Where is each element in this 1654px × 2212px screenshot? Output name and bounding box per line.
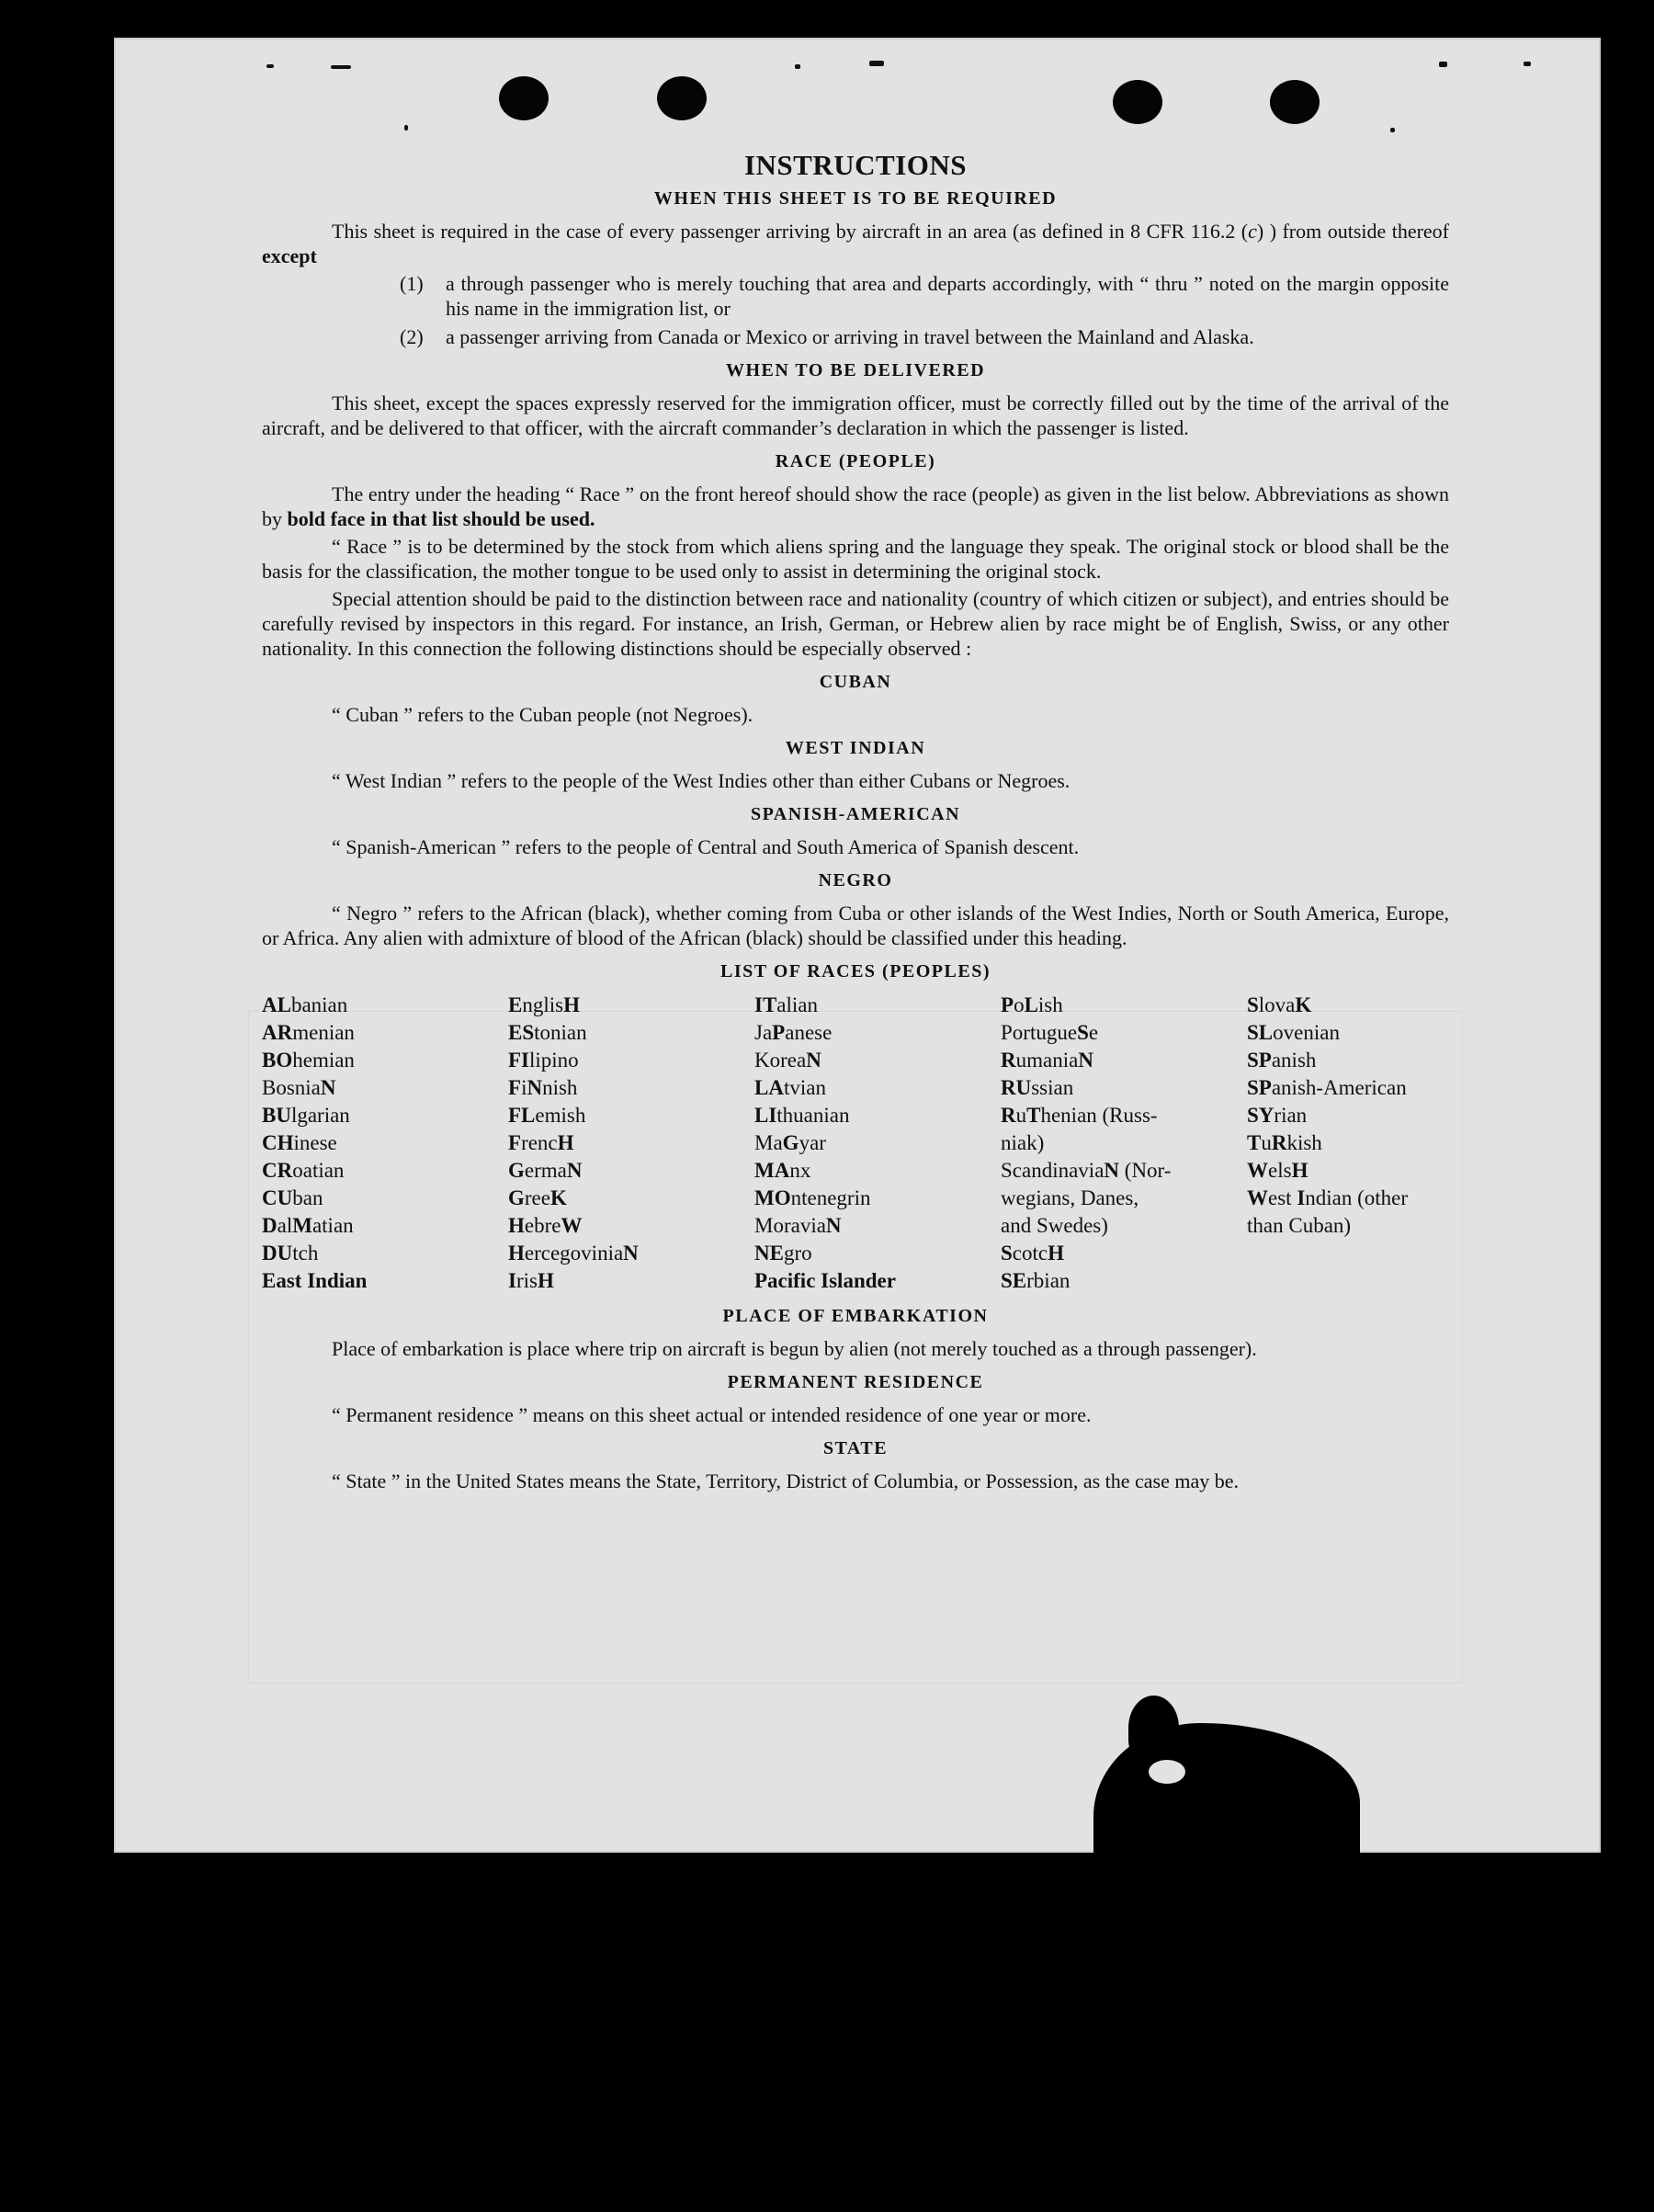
race-text: Portugue bbox=[1001, 1021, 1078, 1044]
race-text: Scandinavia bbox=[1001, 1159, 1105, 1182]
race-text: East Indian bbox=[262, 1269, 368, 1292]
race-text: ES bbox=[508, 1021, 535, 1044]
race-entry bbox=[1001, 1267, 1247, 1295]
race-text: T bbox=[1247, 1131, 1262, 1154]
race-text: tch bbox=[292, 1242, 319, 1265]
race-entry bbox=[262, 1074, 508, 1102]
race-text: emish bbox=[535, 1104, 586, 1127]
race-entry bbox=[1001, 1074, 1247, 1102]
race-text: rian bbox=[1274, 1104, 1308, 1127]
speck bbox=[869, 61, 884, 66]
race-text: ovenian bbox=[1273, 1021, 1340, 1044]
paragraph: “ West Indian ” refers to the people of the West Indies other than either Cubans or Negroes. bbox=[332, 769, 1071, 792]
race-text: Korea bbox=[754, 1049, 807, 1072]
race-entry bbox=[262, 1185, 508, 1212]
race-text: Moravia bbox=[754, 1214, 826, 1237]
speck bbox=[1524, 62, 1531, 66]
race-text: CH bbox=[262, 1131, 294, 1154]
race-entry bbox=[508, 1102, 754, 1129]
race-text: tvian bbox=[783, 1076, 826, 1099]
punch-hole bbox=[499, 76, 549, 120]
race-entry bbox=[1001, 1047, 1247, 1074]
race-text: RU bbox=[1001, 1076, 1032, 1099]
race-text: I bbox=[1297, 1186, 1306, 1209]
race-entry bbox=[262, 1047, 508, 1074]
race-text: AR bbox=[262, 1021, 293, 1044]
race-text: erma bbox=[524, 1159, 567, 1182]
race-text: cotc bbox=[1012, 1242, 1048, 1265]
race-text: BO bbox=[262, 1049, 293, 1072]
race-entry bbox=[262, 1267, 508, 1295]
race-text: BU bbox=[262, 1104, 291, 1127]
section-heading: PLACE OF EMBARKATION bbox=[722, 1306, 989, 1326]
race-text: est bbox=[1268, 1186, 1297, 1209]
race-text: els bbox=[1268, 1159, 1292, 1182]
race-text: S bbox=[1247, 993, 1259, 1016]
race-text: H bbox=[508, 1242, 525, 1265]
race-entry bbox=[262, 992, 508, 1019]
race-entry bbox=[1247, 1157, 1449, 1185]
race-text: Ja bbox=[754, 1021, 773, 1044]
race-entry bbox=[1001, 1240, 1247, 1267]
race-column bbox=[1001, 992, 1247, 1295]
race-text: u bbox=[1261, 1131, 1272, 1154]
race-text: M bbox=[292, 1214, 312, 1237]
race-text: MA bbox=[754, 1159, 790, 1182]
race-entry bbox=[754, 1019, 1001, 1047]
race-column bbox=[1247, 992, 1449, 1295]
instructions-text bbox=[262, 147, 1449, 1496]
list-item bbox=[400, 324, 1449, 349]
section-heading: LIST OF RACES (PEOPLES) bbox=[719, 961, 991, 981]
race-text: H bbox=[537, 1269, 554, 1292]
text-run: The entry under the heading “ Race ” on the front hereof should show the race (people) as given in the list below. Abbreviations as shown by bbox=[262, 482, 1449, 530]
race-text: N bbox=[623, 1242, 639, 1265]
race-text: R bbox=[1271, 1131, 1287, 1154]
race-text: W bbox=[1247, 1159, 1268, 1182]
race-text: anese bbox=[785, 1021, 833, 1044]
race-text: atian bbox=[312, 1214, 354, 1237]
race-text: N bbox=[1078, 1049, 1093, 1072]
race-text: renc bbox=[521, 1131, 558, 1154]
race-text: K bbox=[1295, 993, 1312, 1016]
race-text: ebre bbox=[524, 1214, 561, 1237]
race-text: ssian bbox=[1031, 1076, 1074, 1099]
race-text: e bbox=[1088, 1021, 1099, 1044]
race-text: N bbox=[806, 1049, 821, 1072]
paragraph: This sheet, except the spaces expressly reserved for the immigration officer, must be correctly filled out by the time of the arrival of the aircraft, and be delivered to that officer, with the aircraft commander’s declaration in which the passenger is listed. bbox=[262, 391, 1449, 439]
race-text: T bbox=[1026, 1104, 1041, 1127]
race-text: N bbox=[320, 1076, 336, 1099]
race-text: FL bbox=[508, 1104, 536, 1127]
race-text: P bbox=[772, 1021, 786, 1044]
race-entry bbox=[1247, 992, 1449, 1019]
race-entry bbox=[754, 1074, 1001, 1102]
item-text: a passenger arriving from Canada or Mexico or arriving in travel between the Mainland and Alaska. bbox=[446, 325, 1254, 348]
race-text: W bbox=[1247, 1186, 1268, 1209]
paragraph bbox=[262, 219, 1449, 268]
race-text: LI bbox=[754, 1104, 777, 1127]
race-text: i bbox=[521, 1076, 527, 1099]
race-text: N bbox=[527, 1076, 543, 1099]
punch-hole bbox=[1113, 80, 1162, 124]
race-text: banian bbox=[290, 993, 348, 1016]
race-text: LA bbox=[754, 1076, 784, 1099]
race-entry bbox=[262, 1129, 508, 1157]
race-entry bbox=[1247, 1019, 1449, 1047]
race-text: N bbox=[566, 1159, 583, 1182]
race-text: ris bbox=[515, 1269, 538, 1292]
speck bbox=[1390, 128, 1395, 132]
race-text: nx bbox=[789, 1159, 811, 1182]
race-column bbox=[508, 992, 754, 1295]
race-entry bbox=[508, 1185, 754, 1212]
paragraph: “ Spanish-American ” refers to the people of Central and South America of Spanish descent. bbox=[332, 835, 1080, 858]
paragraph: “ Negro ” refers to the African (black), whether coming from Cuba or other islands of the West Indies, North or South America, Europe, or Africa. Any alien with admixture of blood of the African (black) should be classified under this heading. bbox=[262, 902, 1449, 949]
text-run: ) ) from outside thereof bbox=[1256, 220, 1450, 243]
race-text: alian bbox=[776, 993, 818, 1016]
section-heading: WHEN TO BE DELIVERED bbox=[725, 360, 986, 380]
race-entry bbox=[508, 1267, 754, 1295]
item-number: (1) bbox=[400, 272, 424, 295]
race-entry bbox=[754, 1185, 1001, 1212]
race-entry bbox=[754, 1102, 1001, 1129]
race-text: Bosnia bbox=[262, 1076, 321, 1099]
list-item bbox=[400, 271, 1449, 321]
race-text: oatian bbox=[292, 1159, 345, 1182]
race-entry bbox=[754, 1157, 1001, 1185]
race-text: thuanian bbox=[776, 1104, 850, 1127]
race-text: anish-American bbox=[1271, 1076, 1407, 1099]
race-text: P bbox=[1001, 993, 1014, 1016]
race-entry bbox=[508, 1074, 754, 1102]
item-number: (2) bbox=[400, 325, 424, 348]
race-text: SP bbox=[1247, 1049, 1272, 1072]
race-text: nglis bbox=[522, 993, 564, 1016]
race-text: hemian bbox=[292, 1049, 355, 1072]
race-text: D bbox=[262, 1214, 278, 1237]
race-text: H bbox=[563, 993, 580, 1016]
race-entry bbox=[508, 1019, 754, 1047]
race-entry bbox=[1001, 1019, 1247, 1047]
race-text: IT bbox=[754, 993, 777, 1016]
race-text: yar bbox=[799, 1131, 826, 1154]
race-text: (Nor- wegians, Danes, and Swedes) bbox=[1001, 1159, 1172, 1237]
race-text: MO bbox=[754, 1186, 791, 1209]
race-text: gro bbox=[783, 1242, 812, 1265]
race-text: I bbox=[508, 1269, 516, 1292]
text-run: bold face bbox=[287, 507, 366, 530]
race-text: CU bbox=[262, 1186, 293, 1209]
section-heading: STATE bbox=[822, 1438, 889, 1458]
race-text: G bbox=[782, 1131, 799, 1154]
race-entry bbox=[1001, 1102, 1247, 1157]
race-entry bbox=[754, 1240, 1001, 1267]
race-text: N bbox=[825, 1214, 842, 1237]
race-text: Ma bbox=[754, 1131, 783, 1154]
race-text: al bbox=[277, 1214, 293, 1237]
race-text: u bbox=[1015, 1104, 1027, 1127]
race-entry bbox=[262, 1240, 508, 1267]
race-text: F bbox=[508, 1131, 522, 1154]
race-entry bbox=[1001, 1157, 1247, 1240]
text-run: except bbox=[262, 244, 317, 267]
race-text: S bbox=[1077, 1021, 1089, 1044]
race-text: G bbox=[508, 1186, 525, 1209]
race-text: ndian (other than Cuban) bbox=[1247, 1186, 1409, 1237]
race-text: ercegovinia bbox=[524, 1242, 624, 1265]
race-text: L bbox=[1024, 993, 1038, 1016]
paragraph: “ State ” in the United States means the State, Territory, District of Columbia, or Possession, as the case may be. bbox=[332, 1469, 1240, 1492]
race-text: S bbox=[1001, 1242, 1013, 1265]
speck bbox=[331, 65, 351, 69]
race-text: kish bbox=[1286, 1131, 1322, 1154]
race-entry bbox=[1247, 1047, 1449, 1074]
race-text: ntenegrin bbox=[790, 1186, 871, 1209]
race-column bbox=[262, 992, 508, 1295]
race-text: E bbox=[508, 993, 523, 1016]
race-text: o bbox=[1014, 993, 1025, 1016]
race-entry bbox=[754, 1267, 1001, 1295]
race-text: lova bbox=[1258, 993, 1296, 1016]
race-text: FI bbox=[508, 1049, 529, 1072]
race-text: G bbox=[508, 1159, 525, 1182]
race-entry bbox=[1247, 1185, 1449, 1240]
section-heading: RACE (PEOPLE) bbox=[775, 451, 936, 471]
race-text: anish bbox=[1271, 1049, 1317, 1072]
race-text: R bbox=[1001, 1049, 1016, 1072]
race-text: SE bbox=[1001, 1269, 1027, 1292]
race-text: inese bbox=[293, 1131, 337, 1154]
text-run: This sheet is required in the case of every passenger arriving by aircraft in an area (as defined in 8 CFR 116.2 ( bbox=[332, 220, 1249, 243]
race-text: ree bbox=[524, 1186, 550, 1209]
page-title: INSTRUCTIONS bbox=[743, 149, 967, 181]
section-heading: CUBAN bbox=[819, 672, 892, 692]
race-text: H bbox=[508, 1214, 525, 1237]
punch-hole bbox=[657, 76, 707, 120]
race-text: lgarian bbox=[290, 1104, 350, 1127]
race-text: SL bbox=[1247, 1021, 1274, 1044]
paragraph bbox=[262, 482, 1449, 531]
race-text: H bbox=[557, 1131, 574, 1154]
section-heading: WHEN THIS SHEET IS TO BE REQUIRED bbox=[653, 188, 1058, 209]
race-text: AL bbox=[262, 993, 291, 1016]
speck bbox=[404, 125, 408, 130]
tear-gap bbox=[1149, 1760, 1185, 1784]
race-entry bbox=[754, 1212, 1001, 1240]
race-text: henian (Russ- niak) bbox=[1001, 1104, 1158, 1154]
paragraph: Place of embarkation is place where trip on aircraft is begun by alien (not merely touched as a through passenger). bbox=[332, 1337, 1257, 1360]
speck bbox=[266, 64, 274, 68]
race-text: R bbox=[1001, 1104, 1016, 1127]
race-text: lipino bbox=[529, 1049, 579, 1072]
race-list bbox=[262, 992, 1449, 1295]
race-text: rbian bbox=[1026, 1269, 1071, 1292]
section-heading: WEST INDIAN bbox=[785, 738, 926, 758]
race-entry bbox=[1247, 1102, 1449, 1129]
race-text: H bbox=[1048, 1242, 1064, 1265]
race-text: nish bbox=[542, 1076, 578, 1099]
race-entry bbox=[1247, 1074, 1449, 1102]
punch-hole bbox=[1270, 80, 1320, 124]
race-text: H bbox=[1291, 1159, 1308, 1182]
section-heading: PERMANENT RESIDENCE bbox=[727, 1372, 984, 1392]
race-text: ban bbox=[292, 1186, 323, 1209]
race-text: umania bbox=[1015, 1049, 1079, 1072]
paragraph: Special attention should be paid to the distinction between race and nationality (country of which citizen or subject), and entries should be carefully revised by inspectors in this regard. For instance, an Irish, German, or Hebrew alien by race might be of English, Swiss, or any other nationality. In this connection the following distinctions should be especially observed : bbox=[262, 587, 1449, 660]
race-entry bbox=[262, 1019, 508, 1047]
race-entry bbox=[1247, 1129, 1449, 1157]
race-text: tonian bbox=[534, 1021, 587, 1044]
race-column bbox=[754, 992, 1001, 1295]
race-text: CR bbox=[262, 1159, 293, 1182]
section-heading: NEGRO bbox=[818, 870, 893, 890]
race-text: DU bbox=[262, 1242, 293, 1265]
race-entry bbox=[508, 1240, 754, 1267]
race-text: Pacific Islander bbox=[754, 1269, 896, 1292]
race-text: menian bbox=[292, 1021, 355, 1044]
paragraph: “ Race ” is to be determined by the stock from which aliens spring and the language they speak. The original stock or blood shall be the basis for the classification, the mother tongue to be used only to assist in determining the original stock. bbox=[262, 535, 1449, 583]
item-text: a through passenger who is merely touching that area and departs accordingly, with “ thru ” noted on the margin opposite his name in the immigration list, or bbox=[446, 272, 1449, 320]
race-entry bbox=[262, 1212, 508, 1240]
race-text: NE bbox=[754, 1242, 784, 1265]
race-entry bbox=[508, 1157, 754, 1185]
race-entry bbox=[508, 1129, 754, 1157]
race-entry bbox=[754, 1047, 1001, 1074]
race-entry bbox=[262, 1102, 508, 1129]
race-text: SP bbox=[1247, 1076, 1272, 1099]
race-entry bbox=[1001, 992, 1247, 1019]
race-entry bbox=[508, 992, 754, 1019]
race-entry bbox=[262, 1157, 508, 1185]
race-entry bbox=[754, 1129, 1001, 1157]
race-entry bbox=[754, 992, 1001, 1019]
race-text: ish bbox=[1037, 993, 1063, 1016]
race-text: F bbox=[508, 1076, 522, 1099]
section-heading: SPANISH-AMERICAN bbox=[750, 804, 961, 824]
race-entry bbox=[508, 1047, 754, 1074]
text-run: c bbox=[1248, 220, 1257, 243]
text-run: in that list should be used. bbox=[365, 507, 595, 530]
paragraph: “ Permanent residence ” means on this sheet actual or intended residence of one year or more. bbox=[332, 1403, 1092, 1426]
speck bbox=[1439, 62, 1447, 67]
race-text: N bbox=[1104, 1159, 1120, 1182]
race-text: K bbox=[549, 1186, 567, 1209]
race-text: SY bbox=[1247, 1104, 1274, 1127]
race-text: W bbox=[561, 1214, 583, 1237]
paragraph: “ Cuban ” refers to the Cuban people (not Negroes). bbox=[332, 703, 753, 726]
race-entry bbox=[508, 1212, 754, 1240]
speck bbox=[795, 64, 800, 69]
